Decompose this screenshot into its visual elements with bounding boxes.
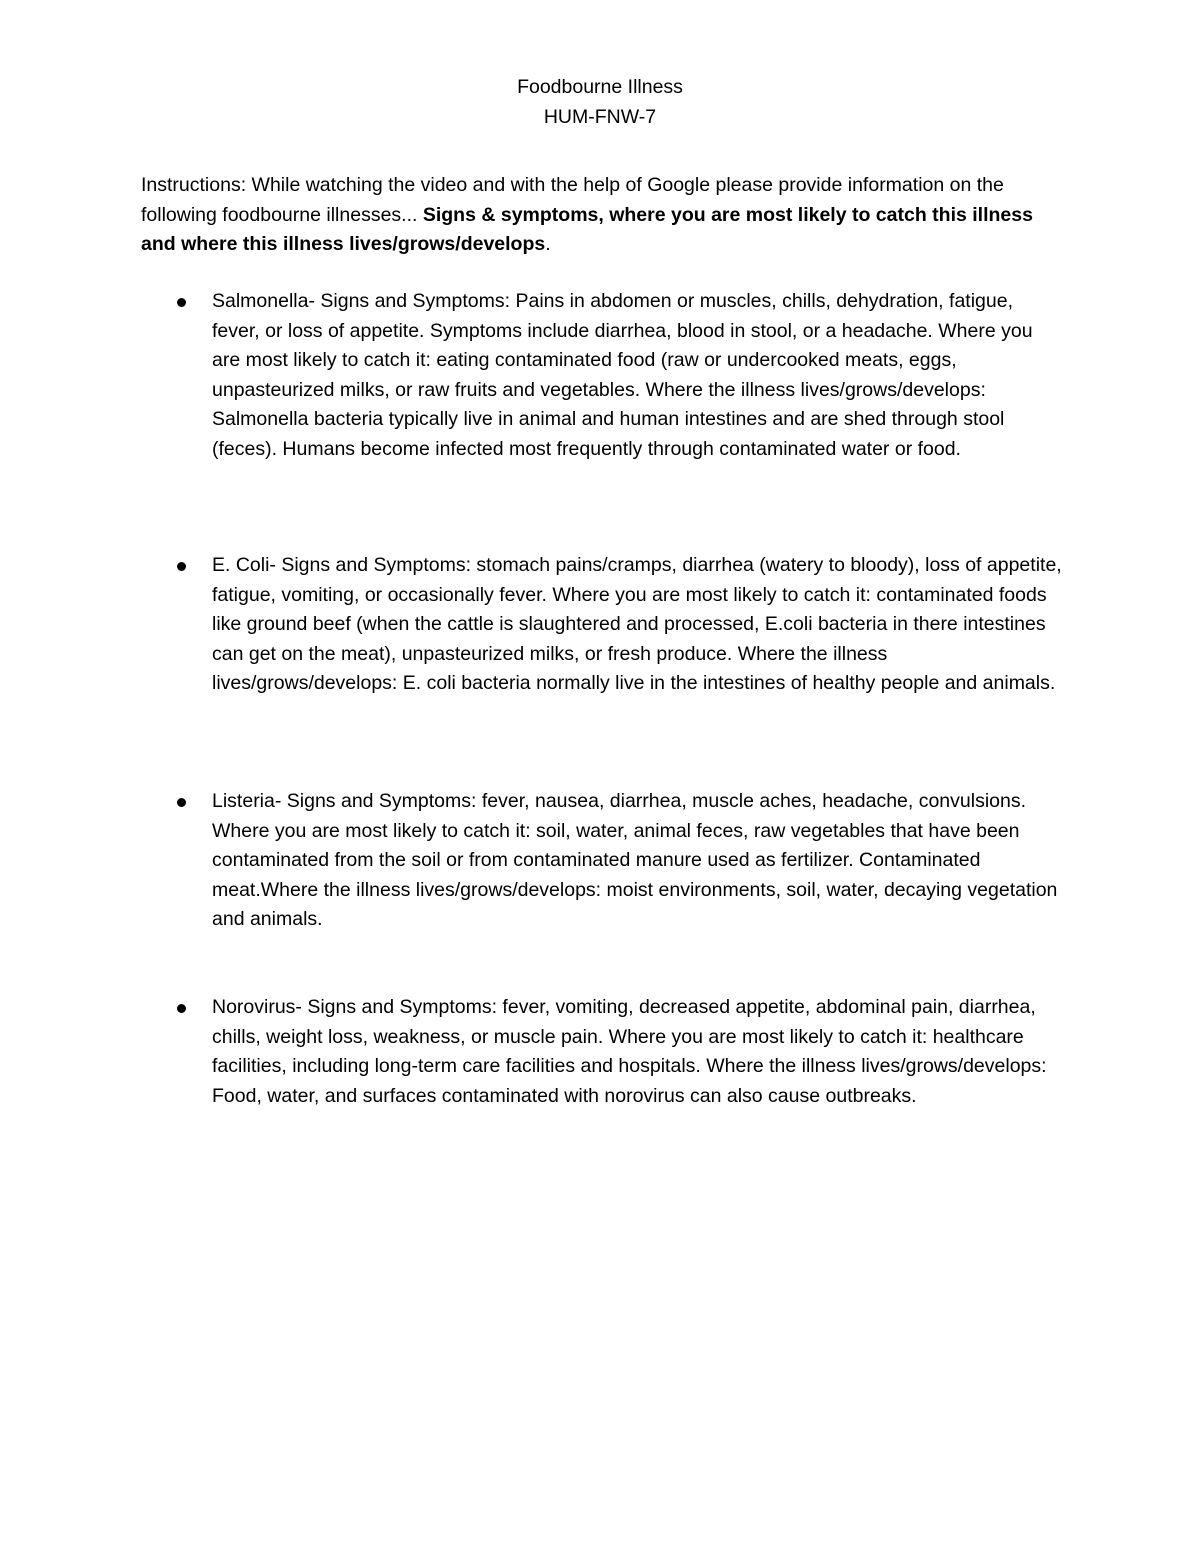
instructions-bold-text: Signs & symptoms, where you are most likely to catch this illness and where this illness lives/grows/develops xyxy=(141,203,1033,255)
list-item-salmonella xyxy=(212,287,1062,465)
instructions-text: Instructions: While watching the video and with the help of Google please provide information on the following foodbourne illnesses... xyxy=(141,174,1004,226)
list-item-text: Listeria- Signs and Symptoms: fever, nausea, diarrhea, muscle aches, headache, convulsions. Where you are most likely to catch it: soil, water, animal feces, raw vegetables that have been contaminated from the soil or from contaminated manure used as fertilizer. Contaminated meat.Where the illness lives/grows/develops: moist environments, soil, water, decaying vegetation and animals. xyxy=(212,790,1058,931)
list-item-text: Norovirus- Signs and Symptoms: fever, vomiting, decreased appetite, abdominal pain, diarrhea, chills, weight loss, weakness, or muscle pain. Where you are most likely to catch it: healthcare facilities, including long-term care facilities and hospitals. Where the illness lives/grows/develops: Food, water, and surfaces contaminated with norovirus can also cause outbreaks. xyxy=(212,996,1047,1107)
list-item-norovirus xyxy=(212,993,1062,1111)
list-item-text: E. Coli- Signs and Symptoms: stomach pains/cramps, diarrhea (watery to bloody), loss of appetite, fatigue, vomiting, or occasionally fever. Where you are most likely to catch it: contaminated foods like ground beef (when the cattle is slaughtered and processed, E.coli bacteria in there intestines can get on the meat), unpasteurized milks, or fresh produce. Where the illness lives/grows/develops: E. coli bacteria normally live in the intestines of healthy people and animals. xyxy=(212,554,1062,695)
bullet-icon xyxy=(177,1004,186,1013)
document-title: Foodbourne Illness xyxy=(517,76,683,98)
bullet-icon xyxy=(177,562,186,571)
list-item-text: Salmonella- Signs and Symptoms: Pains in abdomen or muscles, chills, dehydration, fatigue, fever, or loss of appetite. Symptoms include diarrhea, blood in stool, or a headache. Where you are most likely to catch it: eating contaminated food (raw or undercooked meats, eggs, unpasteurized milks, or raw fruits and vegetables. Where the illness lives/grows/develops: Salmonella bacteria typically live in animal and human intestines and are shed through stool (feces). Humans become infected most frequently through contaminated water or food. xyxy=(212,290,1033,460)
list-item-e-coli xyxy=(212,551,1062,699)
bullet-icon xyxy=(177,298,186,307)
instructions-end-punctuation: . xyxy=(545,233,551,255)
course-code: HUM-FNW-7 xyxy=(543,106,657,128)
list-item-listeria xyxy=(212,787,1062,935)
bullet-icon xyxy=(177,798,186,807)
title-block xyxy=(0,72,1200,132)
instructions-paragraph xyxy=(141,171,1051,260)
